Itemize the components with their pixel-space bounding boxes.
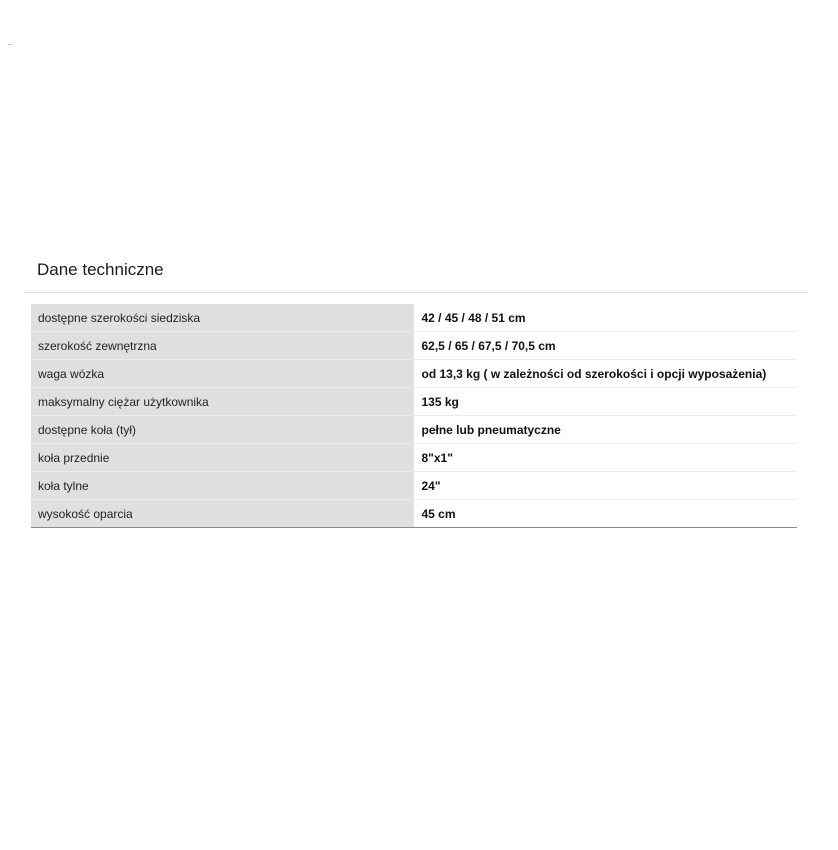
spec-value: 45 cm	[414, 500, 797, 528]
technical-data-section	[24, 254, 808, 528]
spec-label: koła przednie	[31, 444, 414, 472]
spec-label: waga wózka	[31, 360, 414, 388]
spec-value: 8"x1"	[414, 444, 797, 472]
spec-value: 42 / 45 / 48 / 51 cm	[414, 304, 797, 332]
spec-value: 135 kg	[414, 388, 797, 416]
spec-value: 62,5 / 65 / 67,5 / 70,5 cm	[414, 332, 797, 360]
spec-value: pełne lub pneumatyczne	[414, 416, 797, 444]
spec-label: wysokość oparcia	[31, 500, 414, 528]
table-row	[31, 304, 797, 332]
table-row	[31, 444, 797, 472]
spec-table	[31, 304, 797, 528]
table-row	[31, 332, 797, 360]
section-title: Dane techniczne	[24, 254, 808, 293]
spec-label: dostępne szerokości siedziska	[31, 304, 414, 332]
spec-value: od 13,3 kg ( w zależności od szerokości i opcji wyposażenia)	[414, 360, 797, 388]
spec-label: szerokość zewnętrzna	[31, 332, 414, 360]
corner-mark	[8, 44, 13, 45]
spec-label: dostępne koła (tył)	[31, 416, 414, 444]
table-row	[31, 472, 797, 500]
spec-value: 24"	[414, 472, 797, 500]
table-row	[31, 500, 797, 528]
table-row	[31, 360, 797, 388]
spec-label: koła tylne	[31, 472, 414, 500]
table-row	[31, 416, 797, 444]
spec-label: maksymalny ciężar użytkownika	[31, 388, 414, 416]
table-row	[31, 388, 797, 416]
